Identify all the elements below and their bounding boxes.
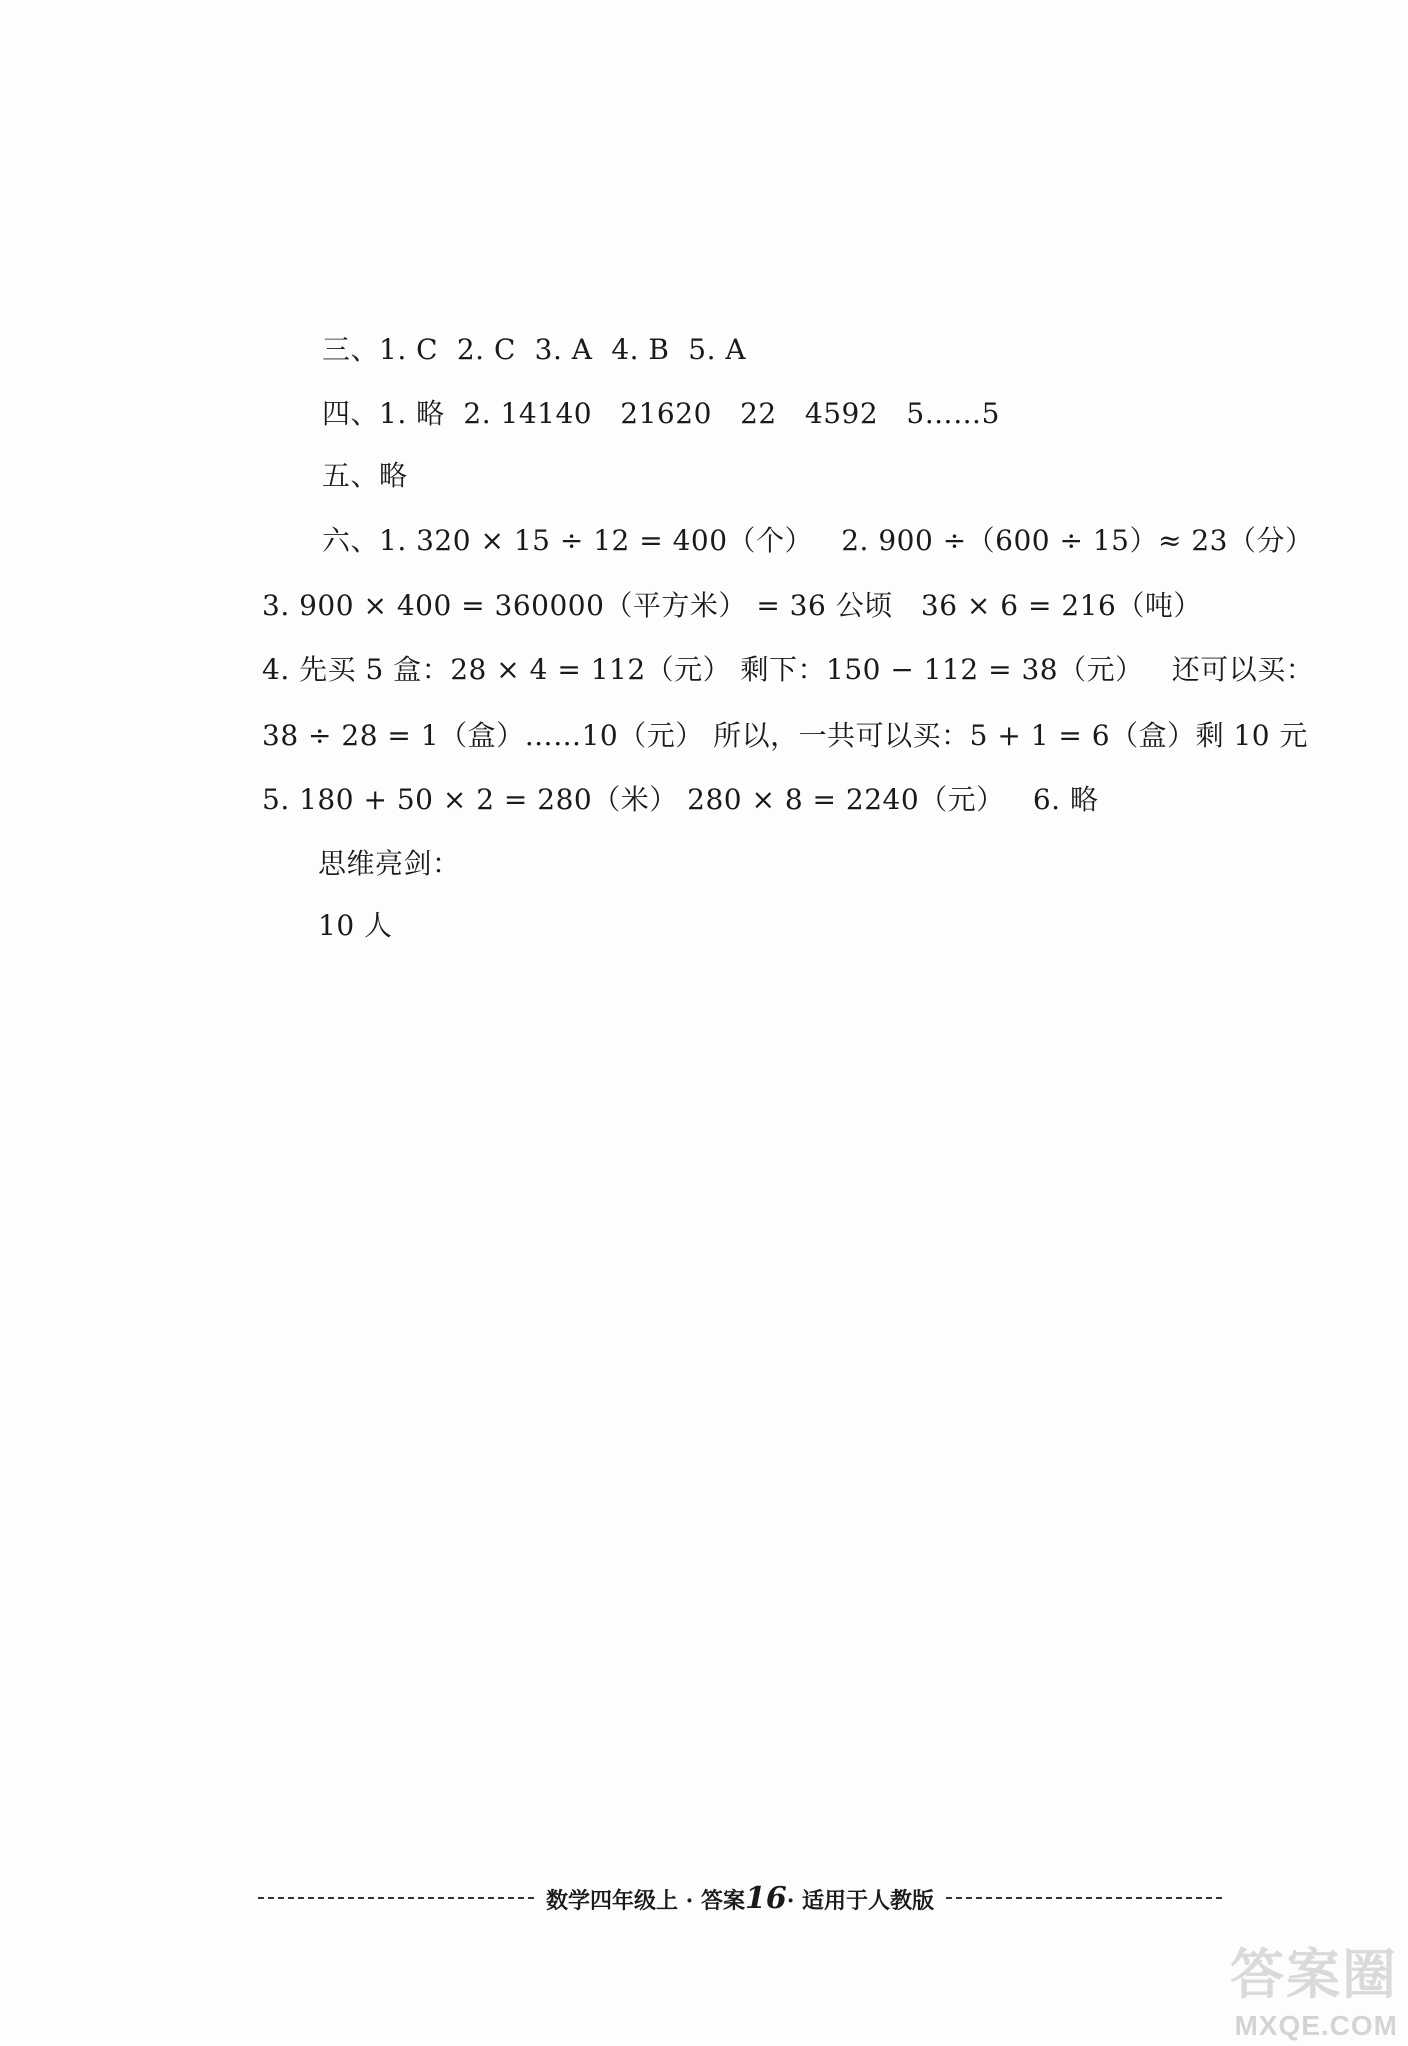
answer-section-5: 五、略 [322, 459, 408, 492]
answer-section-6-line-5: 5. 180 + 50 × 2 = 280（米） 280 × 8 = 2240（元） 6. 略 [262, 783, 1099, 816]
footer-left-rule [258, 1897, 534, 1899]
thinking-answer: 10 人 [318, 909, 393, 942]
answer-section-6-line-3: 4. 先买 5 盒：28 × 4 = 112（元） 剩下：150 − 112 = 38（元） 还可以买： [262, 653, 1315, 686]
footer-subject: 数学四年级上 · 答案 [545, 1887, 745, 1914]
answer-section-6-line-2: 3. 900 × 400 = 360000（平方米） = 36 公顷 36 × 6 = 216（吨） [262, 589, 1202, 622]
answer-section-4: 四、1. 略 2. 14140 21620 22 4592 5……5 [322, 397, 1000, 430]
watermark [1178, 1932, 1398, 2042]
answer-section-6-line-4: 38 ÷ 28 = 1（盒）……10（元） 所以，一共可以买：5 + 1 = 6（盒）剩 10 元 [262, 719, 1309, 752]
footer-right-rule [946, 1897, 1222, 1899]
answer-section-6-line-1: 六、1. 320 × 15 ÷ 12 = 400（个） 2. 900 ÷（600 ÷ 15）≈ 23（分） [322, 524, 1314, 557]
page-number: 16 [744, 1880, 787, 1916]
watermark-site: MXQE.COM [1234, 2010, 1398, 2041]
footer-text [534, 1881, 946, 1916]
thinking-title: 思维亮剑： [318, 847, 461, 880]
page-footer [258, 1878, 1222, 1918]
footer-edition: · 适用于人教版 [786, 1887, 935, 1914]
watermark-logo: 答案圈 [1230, 1943, 1398, 2006]
answer-section-3: 三、1. C 2. C 3. A 4. B 5. A [322, 333, 747, 366]
